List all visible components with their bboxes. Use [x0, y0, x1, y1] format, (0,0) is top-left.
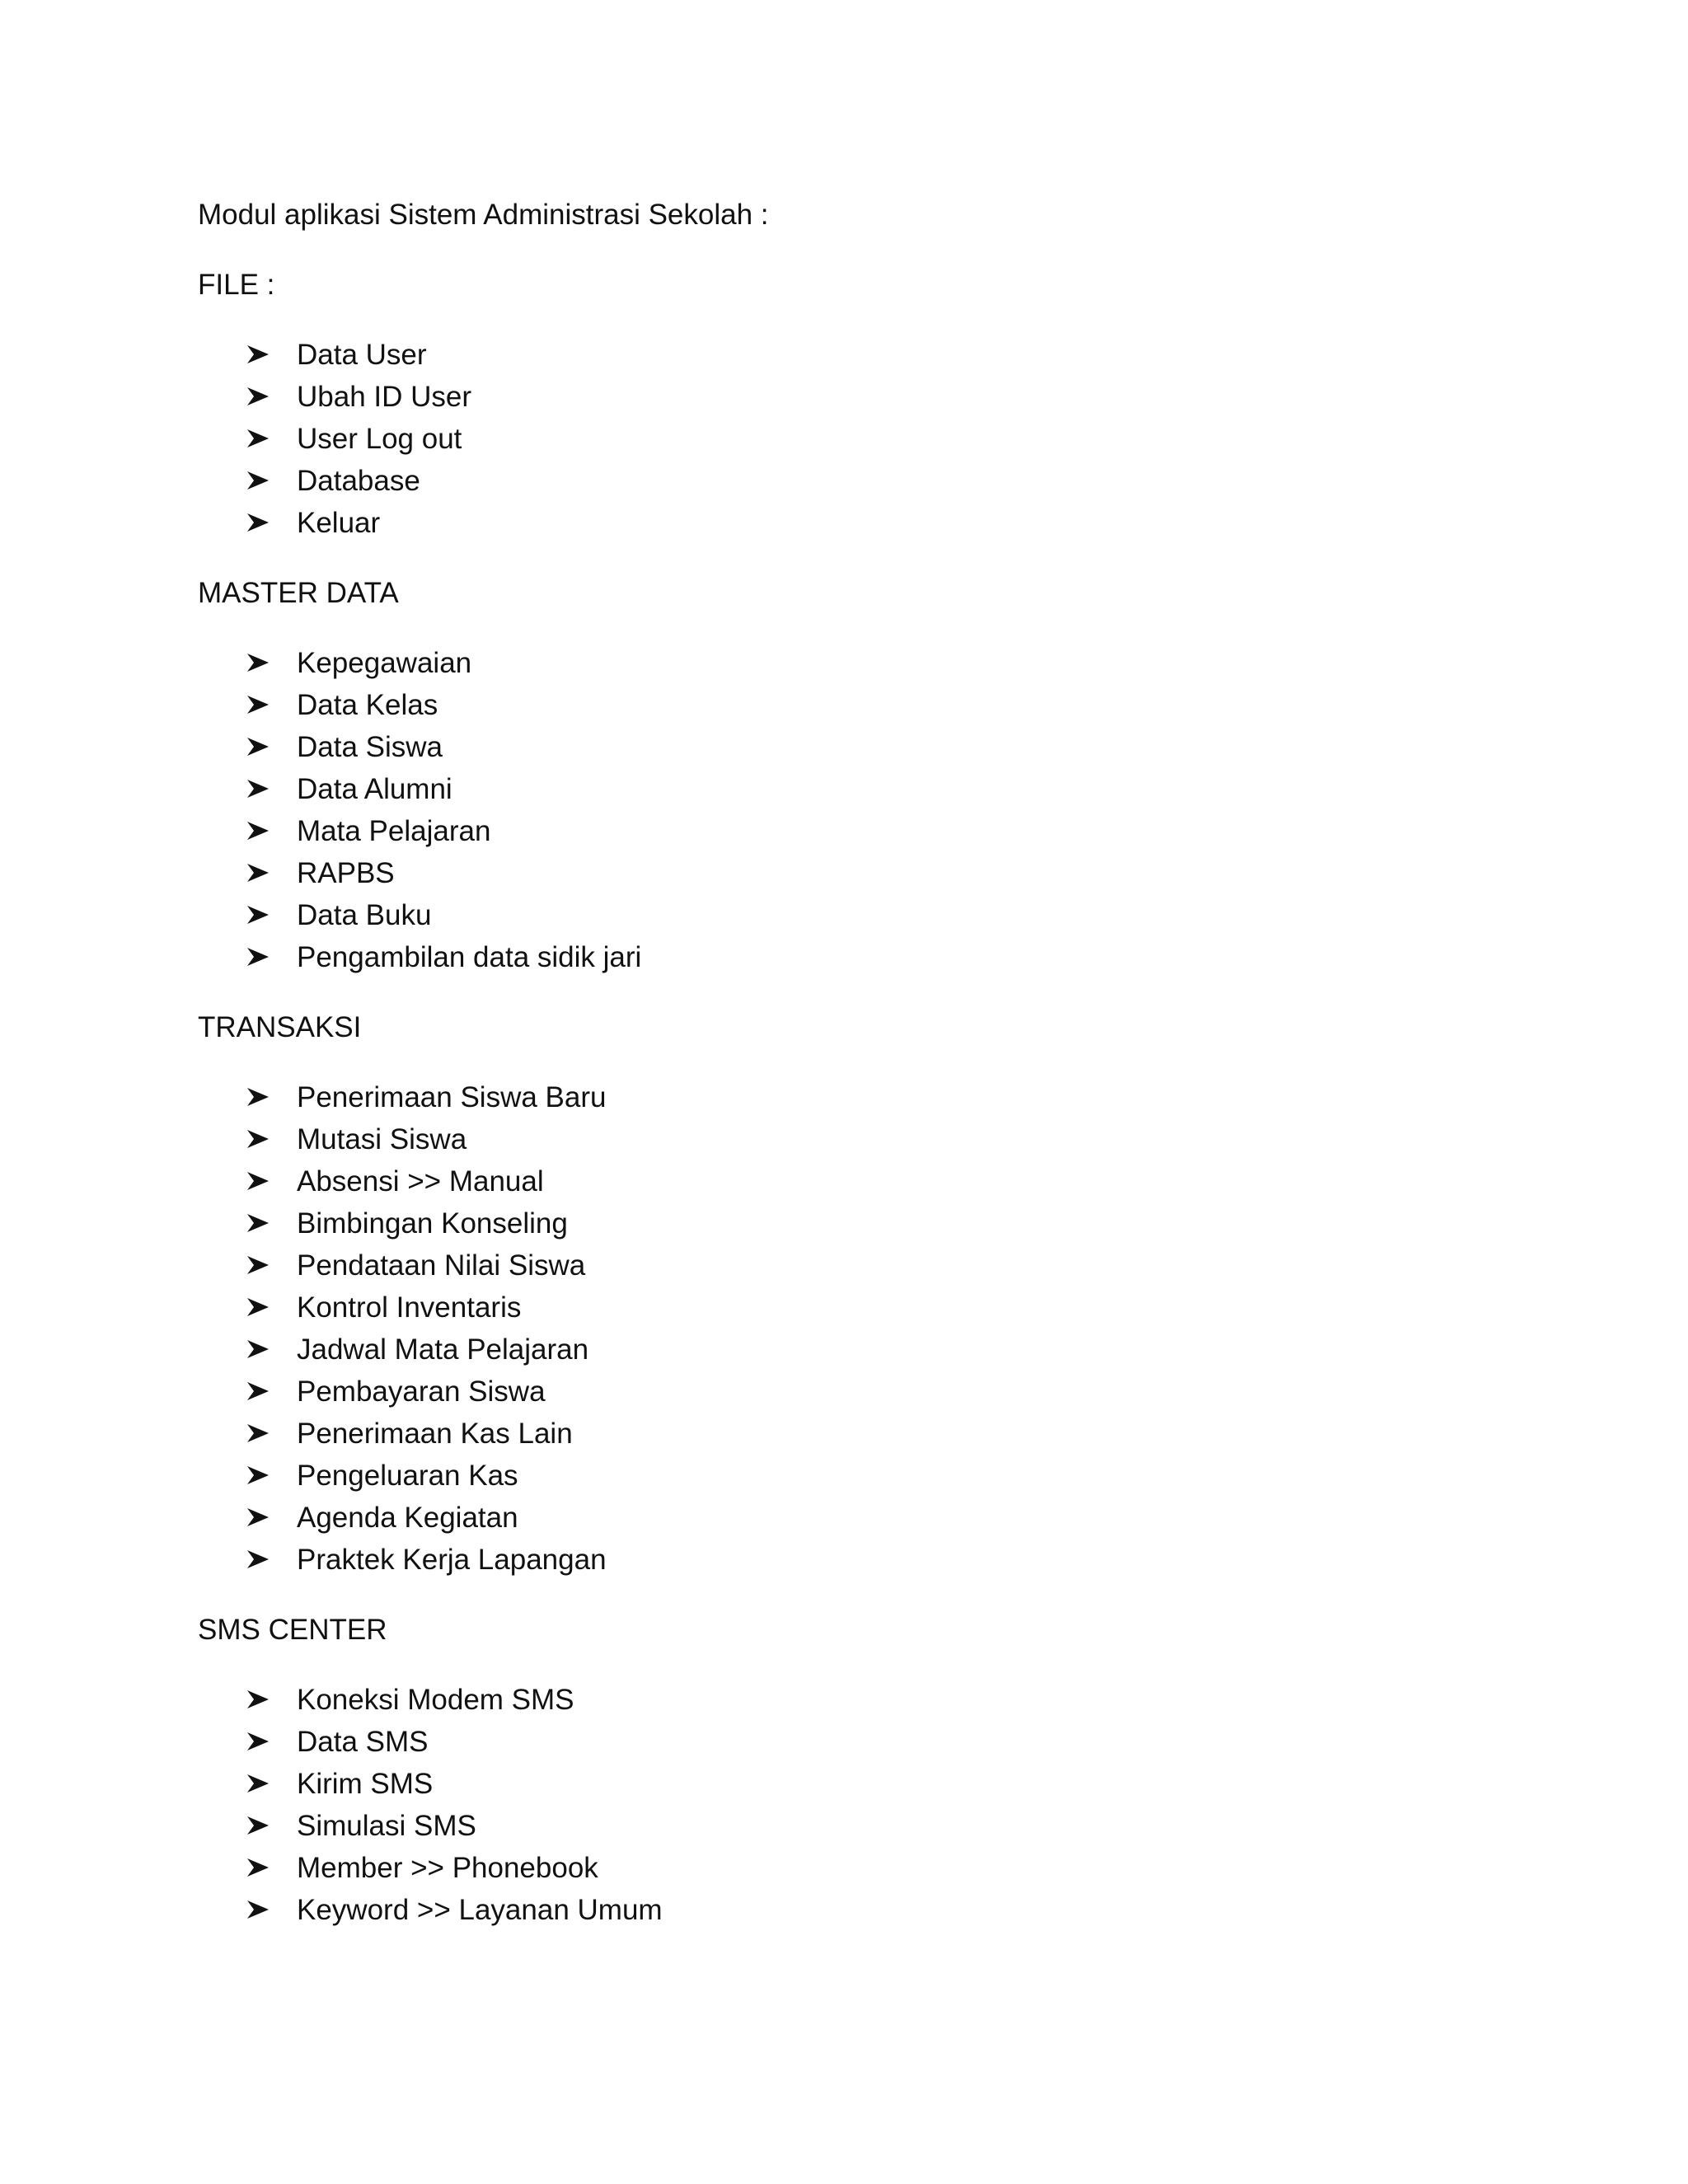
arrowhead-bullet-icon: [247, 1118, 269, 1160]
document-title: Modul aplikasi Sistem Administrasi Sekolah :: [198, 199, 769, 231]
section-item-list: [198, 642, 1517, 978]
arrowhead-bullet-icon: [247, 460, 269, 502]
list-item: [198, 1805, 1517, 1847]
arrowhead-bullet-icon: [247, 1076, 269, 1118]
list-item: [198, 334, 1517, 376]
list-item-text: Member >> Phonebook: [297, 1852, 598, 1884]
list-item: [198, 768, 1517, 810]
list-item-text: Mutasi Siswa: [297, 1123, 467, 1155]
section-heading: FILE :: [198, 269, 275, 301]
arrowhead-bullet-icon: [247, 768, 269, 810]
list-item: [198, 810, 1517, 852]
arrowhead-bullet-icon: [247, 1160, 269, 1202]
list-item-text: Data Buku: [297, 899, 432, 931]
section-heading: SMS CENTER: [198, 1614, 387, 1646]
arrowhead-bullet-icon: [247, 1805, 269, 1847]
list-item-text: Database: [297, 465, 420, 497]
list-item-text: Kepegawaian: [297, 647, 472, 679]
list-item: [198, 1721, 1517, 1763]
arrowhead-bullet-icon: [247, 1497, 269, 1539]
list-item: [198, 1539, 1517, 1581]
list-item: [198, 1889, 1517, 1931]
list-item-text: Pengeluaran Kas: [297, 1460, 518, 1492]
list-item: [198, 1847, 1517, 1889]
arrowhead-bullet-icon: [247, 1202, 269, 1244]
list-item-text: Penerimaan Kas Lain: [297, 1418, 573, 1450]
list-item-text: Mata Pelajaran: [297, 815, 491, 847]
list-item-text: Koneksi Modem SMS: [297, 1684, 574, 1716]
arrowhead-bullet-icon: [247, 1721, 269, 1763]
list-item-text: Pendataan Nilai Siswa: [297, 1249, 586, 1282]
list-item: [198, 1076, 1517, 1118]
section-item-list: [198, 1076, 1517, 1581]
arrowhead-bullet-icon: [247, 418, 269, 460]
list-item-text: Ubah ID User: [297, 381, 472, 413]
list-item: [198, 418, 1517, 460]
list-item: [198, 726, 1517, 768]
list-item: [198, 642, 1517, 684]
list-item-text: Data Kelas: [297, 689, 438, 721]
arrowhead-bullet-icon: [247, 1455, 269, 1497]
arrowhead-bullet-icon: [247, 684, 269, 726]
arrowhead-bullet-icon: [247, 1679, 269, 1721]
list-item-text: Jadwal Mata Pelajaran: [297, 1333, 589, 1366]
list-item: [198, 1118, 1517, 1160]
section-heading: TRANSAKSI: [198, 1011, 362, 1043]
list-item-text: Praktek Kerja Lapangan: [297, 1544, 607, 1576]
list-item: [198, 1329, 1517, 1371]
arrowhead-bullet-icon: [247, 502, 269, 544]
list-item-text: Pembayaran Siswa: [297, 1376, 546, 1408]
arrowhead-bullet-icon: [247, 1329, 269, 1371]
list-item-text: Data Siswa: [297, 731, 443, 763]
section-heading: MASTER DATA: [198, 577, 399, 609]
arrowhead-bullet-icon: [247, 1847, 269, 1889]
list-item-text: Penerimaan Siswa Baru: [297, 1081, 607, 1113]
arrowhead-bullet-icon: [247, 1413, 269, 1455]
list-item-text: Absensi >> Manual: [297, 1165, 544, 1197]
arrowhead-bullet-icon: [247, 1286, 269, 1329]
list-item: [198, 1286, 1517, 1329]
arrowhead-bullet-icon: [247, 810, 269, 852]
list-item-text: Data SMS: [297, 1726, 429, 1758]
list-item-text: Simulasi SMS: [297, 1810, 476, 1842]
document-body: [198, 194, 1517, 1931]
list-item-text: Agenda Kegiatan: [297, 1502, 518, 1534]
list-item: [198, 894, 1517, 936]
list-item-text: Kirim SMS: [297, 1768, 434, 1800]
list-item: [198, 1763, 1517, 1805]
list-item: [198, 1202, 1517, 1244]
arrowhead-bullet-icon: [247, 1889, 269, 1931]
arrowhead-bullet-icon: [247, 894, 269, 936]
list-item-text: Data User: [297, 339, 427, 371]
list-item-text: Keluar: [297, 507, 381, 539]
list-item: [198, 936, 1517, 978]
arrowhead-bullet-icon: [247, 936, 269, 978]
list-item-text: User Log out: [297, 423, 462, 455]
list-item: [198, 502, 1517, 544]
list-item: [198, 1160, 1517, 1202]
arrowhead-bullet-icon: [247, 726, 269, 768]
list-item-text: Bimbingan Konseling: [297, 1207, 568, 1240]
list-item: [198, 684, 1517, 726]
arrowhead-bullet-icon: [247, 852, 269, 894]
section-item-list: [198, 334, 1517, 544]
list-item: [198, 1244, 1517, 1286]
arrowhead-bullet-icon: [247, 334, 269, 376]
arrowhead-bullet-icon: [247, 1244, 269, 1286]
list-item: [198, 1371, 1517, 1413]
list-item: [198, 1455, 1517, 1497]
arrowhead-bullet-icon: [247, 1763, 269, 1805]
list-item-text: Keyword >> Layanan Umum: [297, 1894, 663, 1926]
list-item: [198, 1497, 1517, 1539]
list-item: [198, 852, 1517, 894]
list-item: [198, 1413, 1517, 1455]
arrowhead-bullet-icon: [247, 1539, 269, 1581]
arrowhead-bullet-icon: [247, 1371, 269, 1413]
list-item-text: Kontrol Inventaris: [297, 1291, 522, 1324]
list-item-text: Pengambilan data sidik jari: [297, 941, 642, 973]
list-item: [198, 376, 1517, 418]
arrowhead-bullet-icon: [247, 642, 269, 684]
list-item: [198, 460, 1517, 502]
list-item-text: RAPBS: [297, 857, 395, 889]
list-item-text: Data Alumni: [297, 773, 452, 805]
section-item-list: [198, 1679, 1517, 1931]
list-item: [198, 1679, 1517, 1721]
module-sections: [198, 264, 1517, 1931]
arrowhead-bullet-icon: [247, 376, 269, 418]
